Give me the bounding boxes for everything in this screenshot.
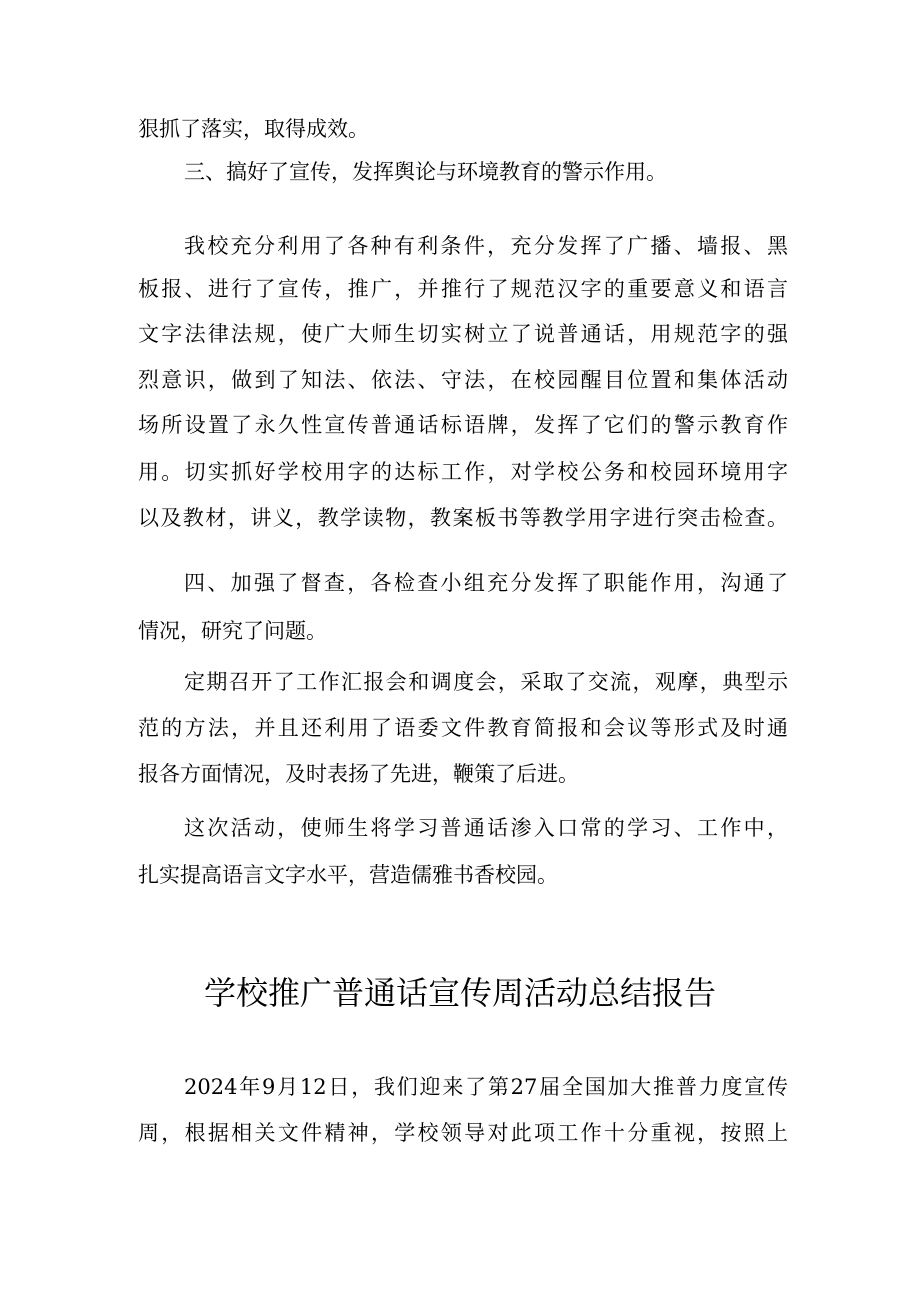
paragraph-line: 我校充分利用了各种有利条件，充分发挥了广播、墙报、黑: [184, 234, 788, 258]
paragraph-line: 报各方面情况，及时表扬了先进，鞭策了后进。: [138, 762, 579, 786]
paragraph-line: 板报、进行了宣传，推广，并推行了规范汉字的重要意义和语言: [138, 277, 788, 301]
paragraph-line: 这次活动，使师生将学习普通话渗入口常的学习、工作中，: [184, 816, 788, 840]
paragraph-line: 周，根据相关文件精神，学校领导对此项工作十分重视，按照上: [138, 1121, 788, 1145]
paragraph-line: 2024年9月12日，我们迎来了第27届全国加大推普力度宣传: [184, 1075, 788, 1099]
section-heading-3: 三、搞好了宣传，发挥舆论与环境教育的警示作用。: [184, 160, 667, 184]
paragraph-line: 狠抓了落实，取得成效。: [138, 117, 369, 141]
paragraph-line: 以及教材，讲义，教学读物，教案板书等教学用字进行突击检查。: [138, 506, 788, 530]
paragraph-line: 烈意识，做到了知法、依法、守法，在校园醒目位置和集体活动: [138, 368, 788, 392]
paragraph-line: 扎实提高语言文字水平，营造儒雅书香校园。: [138, 863, 558, 887]
report-title: 学校推广普通话宣传周活动总结报告: [203, 974, 716, 1012]
section-heading-4-cont: 情况，研究了问题。: [138, 619, 327, 643]
section-heading-4: 四、加强了督查，各检查小组充分发挥了职能作用，沟通了: [184, 571, 788, 595]
paragraph-line: 文字法律法规，使广大师生切实树立了说普通话，用规范字的强: [138, 322, 788, 346]
paragraph-line: 用。切实抓好学校用字的达标工作，对学校公务和校园环境用字: [138, 460, 788, 484]
paragraph-line: 场所设置了永久性宣传普通话标语牌，发挥了它们的警示教育作: [138, 413, 788, 437]
paragraph-line: 范的方法，并且还利用了语委文件教育简报和会议等形式及时通: [138, 716, 788, 740]
paragraph-line: 定期召开了工作汇报会和调度会，采取了交流，观摩，典型示: [184, 670, 788, 694]
